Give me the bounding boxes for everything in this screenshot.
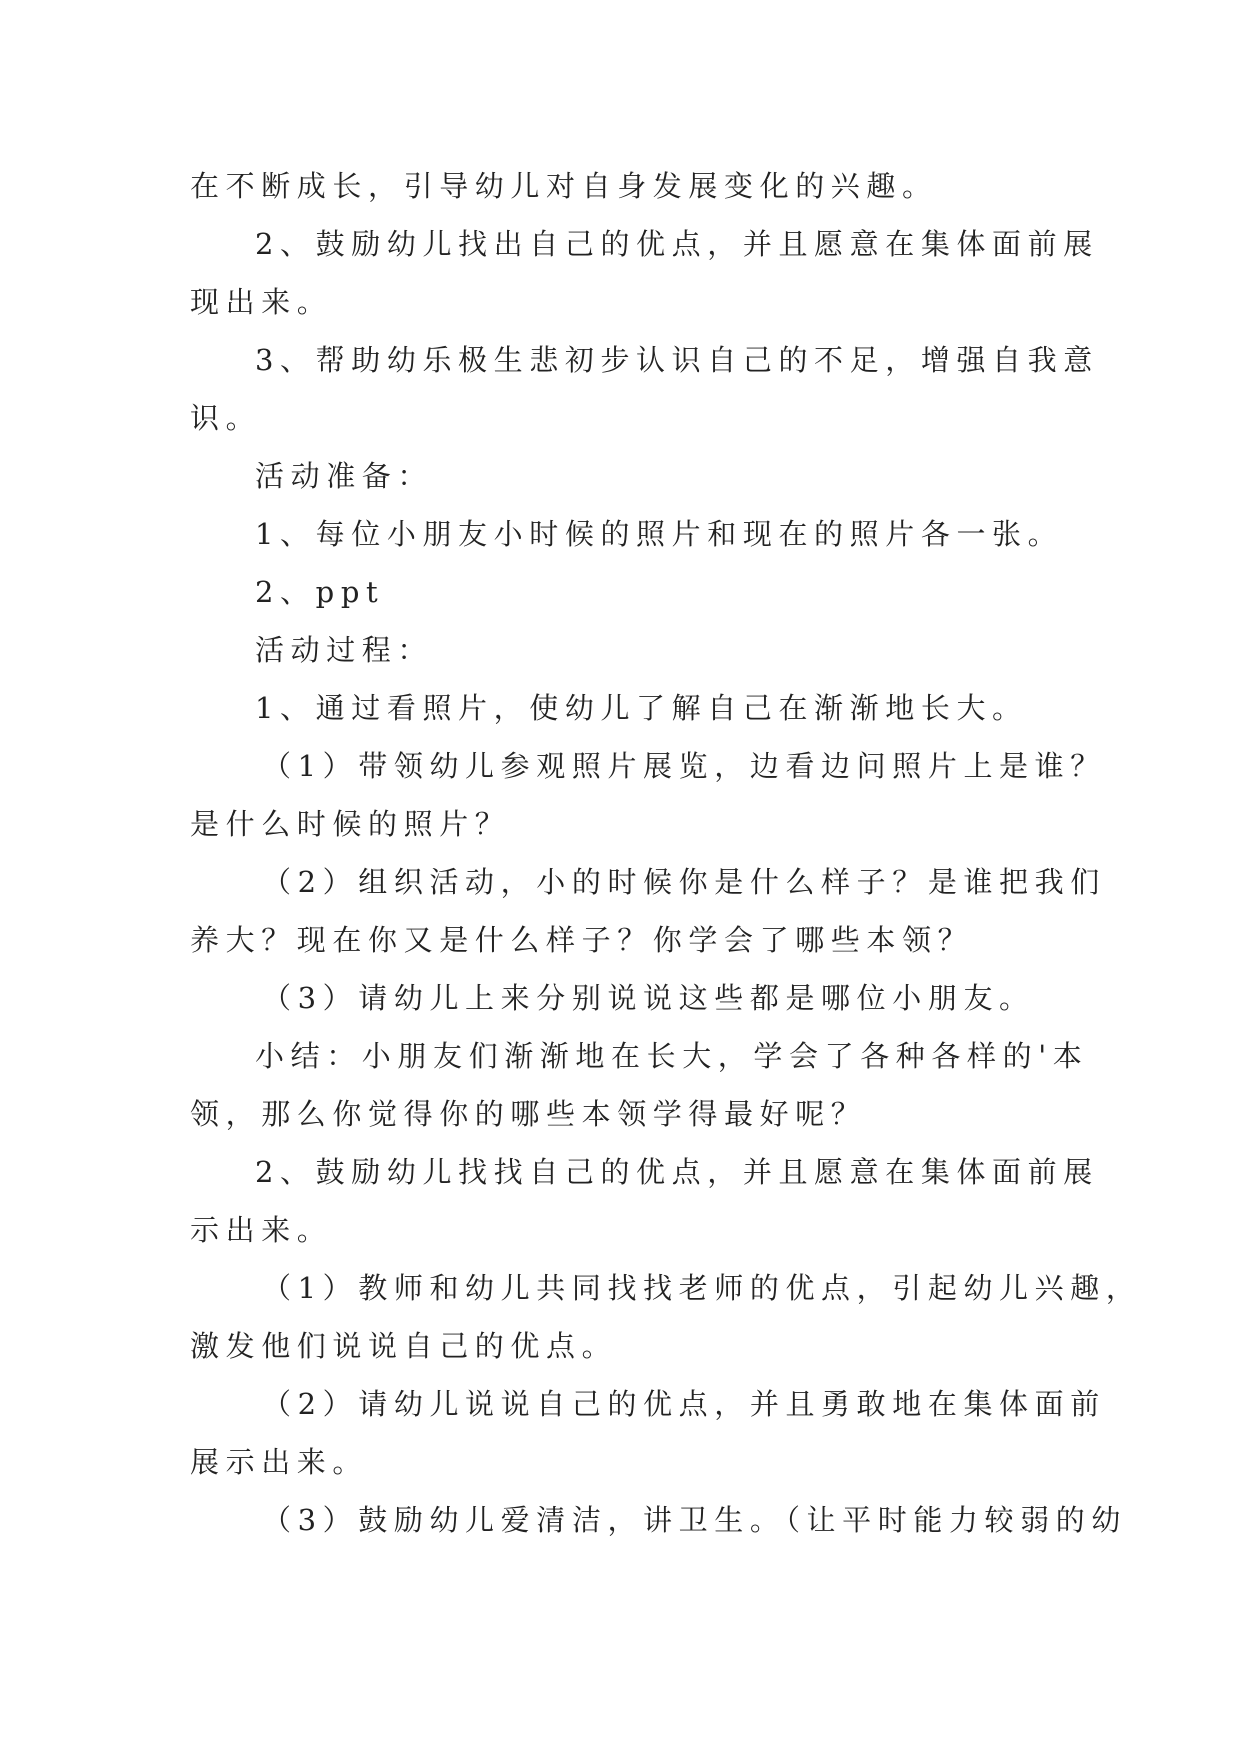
text-line: 2、ppt	[255, 575, 385, 609]
text-line: （2）组织活动，小的时候你是什么样子？是谁把我们	[262, 865, 1106, 899]
text-line: 1、通过看照片，使幼儿了解自己在渐渐地长大。	[255, 691, 1028, 725]
text-line: （1）带领幼儿参观照片展览，边看边问照片上是谁？	[262, 749, 1106, 783]
text-line: 2、鼓励幼儿找找自己的优点，并且愿意在集体面前展	[255, 1155, 1099, 1189]
text-line: 养大？现在你又是什么样子？你学会了哪些本领？	[190, 923, 974, 957]
text-line: 小结：小朋友们渐渐地在长大，学会了各种各样的'本	[255, 1039, 1089, 1073]
text-line: 3、帮助幼乐极生悲初步认识自己的不足，增强自我意	[255, 343, 1099, 377]
text-line: （3）鼓励幼儿爱清洁，讲卫生。（让平时能力较弱的幼	[262, 1503, 1127, 1537]
text-line: 展示出来。	[190, 1445, 369, 1479]
text-line: 激发他们说说自己的优点。	[190, 1329, 618, 1363]
text-line: 领，那么你觉得你的哪些本领学得最好呢？	[190, 1097, 867, 1131]
text-line: （3）请幼儿上来分别说说这些都是哪位小朋友。	[262, 981, 1035, 1015]
section-heading: 活动准备：	[255, 459, 434, 493]
text-line: （1）教师和幼儿共同找找老师的优点，引起幼儿兴趣，	[262, 1271, 1142, 1305]
text-line: 是什么时候的照片？	[190, 807, 511, 841]
text-line: 1、每位小朋友小时候的照片和现在的照片各一张。	[255, 517, 1064, 551]
section-heading: 活动过程：	[255, 633, 434, 667]
text-line: 在不断成长，引导幼儿对自身发展变化的兴趣。	[190, 169, 938, 203]
text-line: 识。	[190, 401, 262, 435]
text-line: 示出来。	[190, 1213, 333, 1247]
text-line: 2、鼓励幼儿找出自己的优点，并且愿意在集体面前展	[255, 227, 1099, 261]
text-line: 现出来。	[190, 285, 333, 319]
text-line: （2）请幼儿说说自己的优点，并且勇敢地在集体面前	[262, 1387, 1106, 1421]
